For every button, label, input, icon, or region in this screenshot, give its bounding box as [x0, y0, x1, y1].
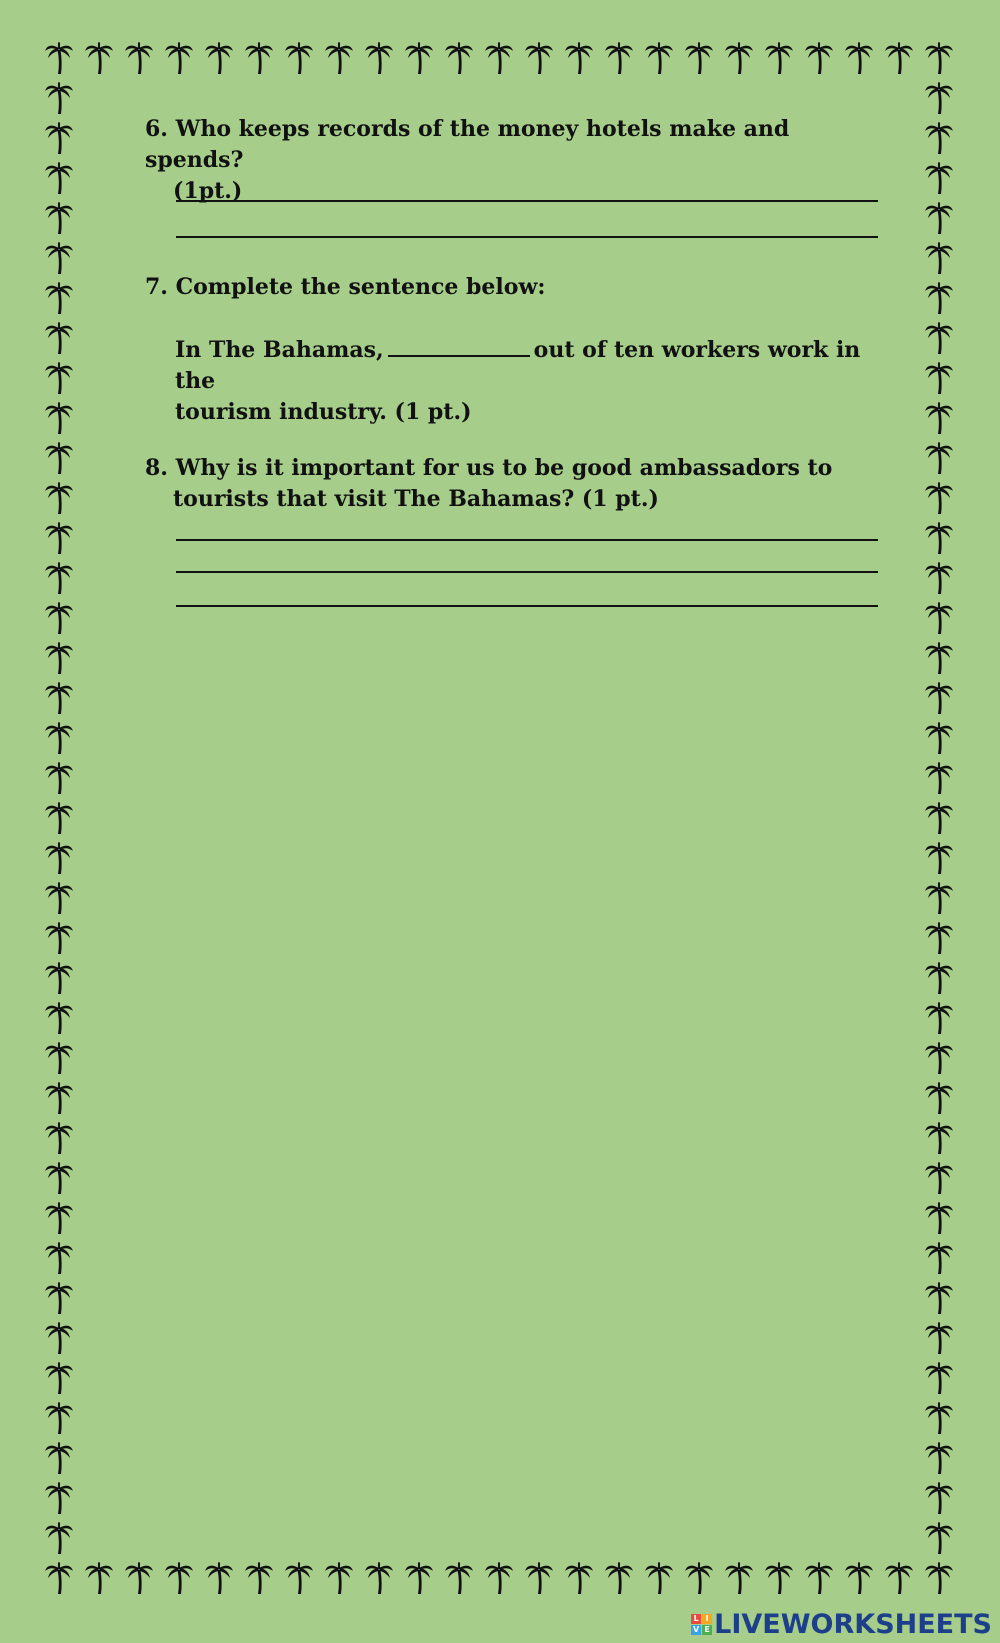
- palm-tree-icon: [44, 520, 74, 556]
- question-8-text: 8. Why is it important for us to be good ambassadors to: [145, 455, 833, 481]
- palm-tree-icon: [204, 1560, 234, 1596]
- question-6-text: 6. Who keeps records of the money hotels make and spends?: [145, 116, 790, 173]
- answer-line[interactable]: [176, 236, 878, 238]
- palm-tree-icon: [924, 480, 954, 516]
- palm-tree-icon: [924, 360, 954, 396]
- palm-tree-icon: [644, 1560, 674, 1596]
- palm-tree-icon: [44, 280, 74, 316]
- palm-tree-icon: [364, 40, 394, 76]
- palm-tree-icon: [924, 1360, 954, 1396]
- palm-tree-icon: [44, 480, 74, 516]
- palm-tree-icon: [924, 1520, 954, 1556]
- palm-tree-icon: [924, 320, 954, 356]
- palm-tree-icon: [44, 440, 74, 476]
- palm-tree-icon: [44, 1240, 74, 1276]
- palm-tree-icon: [444, 1560, 474, 1596]
- palm-tree-icon: [44, 240, 74, 276]
- palm-tree-icon: [924, 440, 954, 476]
- palm-tree-icon: [444, 40, 474, 76]
- palm-tree-icon: [524, 40, 554, 76]
- palm-tree-icon: [924, 840, 954, 876]
- fill-in-blank[interactable]: [388, 333, 530, 357]
- palm-tree-icon: [124, 1560, 154, 1596]
- palm-tree-icon: [44, 1000, 74, 1036]
- palm-tree-icon: [924, 720, 954, 756]
- sentence-end: out of ten workers work in the: [175, 337, 861, 394]
- answer-line[interactable]: [176, 605, 878, 607]
- palm-tree-icon: [164, 40, 194, 76]
- palm-tree-icon: [924, 1480, 954, 1516]
- palm-tree-icon: [924, 1120, 954, 1156]
- palm-tree-icon: [244, 1560, 274, 1596]
- palm-tree-icon: [724, 40, 754, 76]
- answer-line[interactable]: [176, 571, 878, 573]
- palm-tree-icon: [924, 680, 954, 716]
- question-8-text-line-2: tourists that visit The Bahamas? (1 pt.): [173, 486, 659, 512]
- palm-tree-icon: [924, 1080, 954, 1116]
- palm-tree-icon: [924, 800, 954, 836]
- palm-tree-icon: [924, 400, 954, 436]
- palm-tree-icon: [44, 40, 74, 76]
- logo-tile: L: [691, 1614, 701, 1624]
- palm-tree-icon: [324, 1560, 354, 1596]
- palm-tree-icon: [924, 1240, 954, 1276]
- palm-tree-icon: [404, 40, 434, 76]
- palm-tree-icon: [484, 40, 514, 76]
- palm-tree-icon: [284, 1560, 314, 1596]
- palm-tree-icon: [44, 1120, 74, 1156]
- palm-tree-icon: [924, 640, 954, 676]
- palm-tree-icon: [44, 360, 74, 396]
- palm-tree-icon: [924, 160, 954, 196]
- answer-line[interactable]: [176, 539, 878, 541]
- palm-tree-icon: [924, 1560, 954, 1596]
- palm-tree-icon: [924, 920, 954, 956]
- palm-tree-icon: [804, 1560, 834, 1596]
- logo-tile: I: [702, 1614, 712, 1624]
- palm-tree-icon: [924, 280, 954, 316]
- question-7-prompt: 7. Complete the sentence below:: [145, 274, 546, 300]
- palm-tree-icon: [764, 40, 794, 76]
- palm-tree-icon: [44, 1320, 74, 1356]
- palm-tree-icon: [924, 1440, 954, 1476]
- palm-tree-icon: [804, 40, 834, 76]
- palm-tree-icon: [44, 1480, 74, 1516]
- palm-tree-icon: [564, 40, 594, 76]
- palm-tree-icon: [244, 40, 274, 76]
- palm-tree-icon: [44, 120, 74, 156]
- palm-tree-icon: [924, 1320, 954, 1356]
- palm-tree-icon: [44, 200, 74, 236]
- sentence-line-2: tourism industry. (1 pt.): [175, 399, 472, 425]
- question-8: [145, 453, 865, 515]
- palm-tree-icon: [924, 960, 954, 996]
- palm-tree-icon: [44, 1520, 74, 1556]
- question-7: [145, 272, 865, 303]
- palm-tree-icon: [924, 600, 954, 636]
- palm-tree-icon: [844, 1560, 874, 1596]
- palm-tree-icon: [44, 160, 74, 196]
- palm-tree-icon: [684, 40, 714, 76]
- palm-tree-icon: [924, 1000, 954, 1036]
- palm-tree-icon: [924, 1200, 954, 1236]
- palm-tree-icon: [44, 760, 74, 796]
- palm-tree-icon: [924, 560, 954, 596]
- answer-line[interactable]: [176, 200, 878, 202]
- palm-tree-icon: [924, 1400, 954, 1436]
- palm-tree-icon: [44, 1560, 74, 1596]
- palm-tree-icon: [924, 880, 954, 916]
- palm-tree-icon: [44, 1160, 74, 1196]
- palm-tree-icon: [324, 40, 354, 76]
- palm-tree-icon: [44, 800, 74, 836]
- palm-tree-icon: [404, 1560, 434, 1596]
- liveworksheets-logo[interactable]: [691, 1609, 992, 1639]
- palm-tree-icon: [764, 1560, 794, 1596]
- palm-tree-icon: [44, 880, 74, 916]
- palm-tree-icon: [484, 1560, 514, 1596]
- palm-tree-icon: [924, 520, 954, 556]
- palm-tree-icon: [884, 1560, 914, 1596]
- palm-tree-icon: [204, 40, 234, 76]
- palm-tree-icon: [124, 40, 154, 76]
- question-6: [145, 114, 865, 207]
- logo-tile: E: [702, 1625, 712, 1635]
- palm-tree-icon: [524, 1560, 554, 1596]
- palm-tree-icon: [644, 40, 674, 76]
- palm-tree-icon: [924, 240, 954, 276]
- palm-tree-icon: [364, 1560, 394, 1596]
- palm-tree-icon: [924, 120, 954, 156]
- palm-tree-icon: [44, 960, 74, 996]
- palm-tree-icon: [44, 400, 74, 436]
- palm-tree-icon: [44, 80, 74, 116]
- palm-tree-icon: [44, 1360, 74, 1396]
- palm-tree-icon: [44, 680, 74, 716]
- palm-tree-icon: [44, 1440, 74, 1476]
- palm-tree-icon: [44, 920, 74, 956]
- palm-tree-icon: [684, 1560, 714, 1596]
- palm-tree-icon: [924, 40, 954, 76]
- palm-tree-icon: [44, 1400, 74, 1436]
- palm-tree-icon: [924, 760, 954, 796]
- logo-wordmark: LIVEWORKSHEETS: [714, 1608, 992, 1640]
- palm-tree-icon: [884, 40, 914, 76]
- sentence-start: In The Bahamas,: [175, 337, 384, 363]
- palm-tree-icon: [84, 1560, 114, 1596]
- question-7-sentence: [175, 333, 875, 428]
- palm-tree-icon: [924, 1160, 954, 1196]
- palm-tree-icon: [44, 1040, 74, 1076]
- palm-tree-icon: [44, 840, 74, 876]
- palm-tree-icon: [44, 1080, 74, 1116]
- palm-tree-icon: [924, 80, 954, 116]
- palm-tree-icon: [44, 1280, 74, 1316]
- palm-tree-icon: [924, 1040, 954, 1076]
- logo-tiles-icon: [691, 1614, 712, 1635]
- palm-tree-icon: [604, 1560, 634, 1596]
- question-6-points: (1pt.): [173, 178, 243, 204]
- palm-tree-icon: [604, 40, 634, 76]
- palm-tree-icon: [844, 40, 874, 76]
- palm-tree-icon: [44, 560, 74, 596]
- palm-tree-icon: [924, 200, 954, 236]
- palm-tree-icon: [164, 1560, 194, 1596]
- palm-tree-icon: [924, 1280, 954, 1316]
- logo-tile: V: [693, 1624, 700, 1634]
- palm-tree-icon: [44, 640, 74, 676]
- palm-tree-icon: [44, 320, 74, 356]
- palm-tree-icon: [724, 1560, 754, 1596]
- palm-tree-icon: [84, 40, 114, 76]
- palm-tree-icon: [44, 600, 74, 636]
- palm-tree-icon: [44, 1200, 74, 1236]
- palm-tree-icon: [564, 1560, 594, 1596]
- palm-tree-icon: [44, 720, 74, 756]
- palm-tree-icon: [284, 40, 314, 76]
